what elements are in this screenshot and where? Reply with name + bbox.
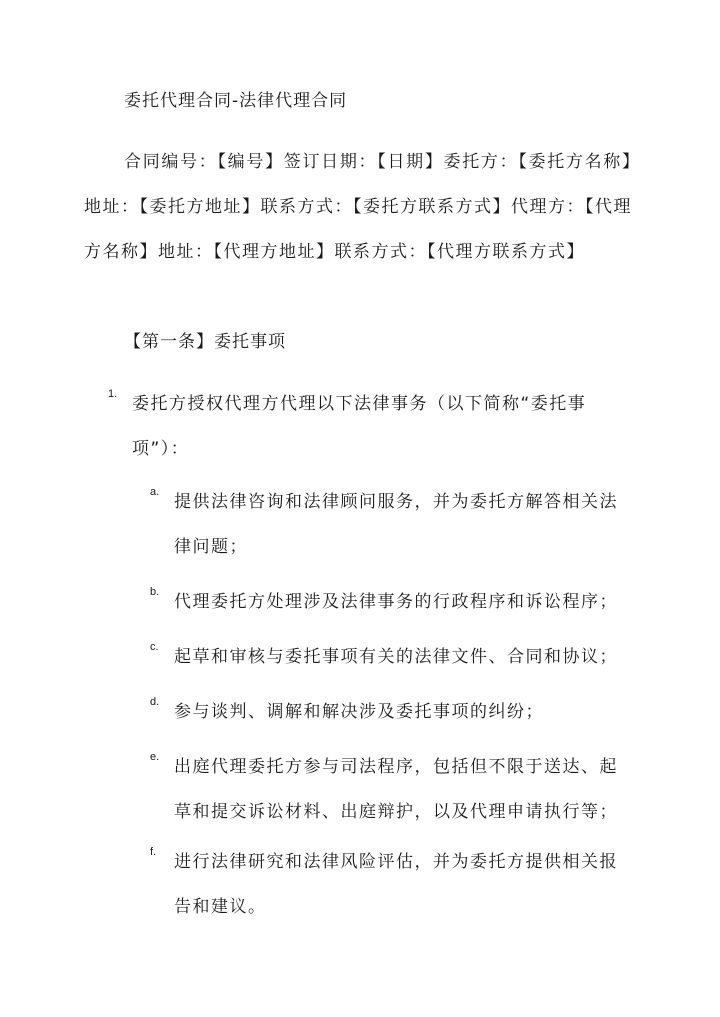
sub-list-item <box>150 635 630 680</box>
numbered-list-item <box>108 382 628 472</box>
section-heading: 【第一条】委托事项 <box>124 332 286 352</box>
sub-list-marker: b. <box>150 586 160 598</box>
contract-intro-paragraph: 合同编号：【编号】签订日期：【日期】委托方：【委托方名称】地址：【委托方地址】联系方式：【委托方联系方式】代理方：【代理方名称】地址：【代理方地址】联系方式：【代理方联系方式】 <box>84 152 632 262</box>
sub-list-item-text: 参与谈判、调解和解决涉及委托事项的纠纷； <box>174 702 544 722</box>
list-marker: 1. <box>108 388 118 400</box>
sub-list-item-text: 进行法律研究和法律风险评估，并为委托方提供相关报告和建议。 <box>174 852 618 917</box>
sub-list-marker: d. <box>150 696 160 708</box>
sub-list-marker: f. <box>150 846 157 858</box>
sub-list-item-text: 代理委托方处理涉及法律事务的行政程序和诉讼程序； <box>174 592 618 612</box>
sub-list-item <box>150 480 630 570</box>
document-title: 委托代理合同-法律代理合同 <box>124 91 348 111</box>
sub-list-marker: c. <box>150 641 159 653</box>
sub-list-marker: a. <box>150 486 160 498</box>
sub-list-item <box>150 580 630 625</box>
sub-list-item <box>150 840 630 930</box>
sub-list-marker: e. <box>150 751 160 763</box>
sub-list-item <box>150 690 630 735</box>
sub-list-item <box>150 745 630 835</box>
sub-list-item-text: 起草和审核与委托事项有关的法律文件、合同和协议； <box>174 647 618 667</box>
sub-list-item-text: 出庭代理委托方参与司法程序，包括但不限于送达、起草和提交诉讼材料、出庭辩护，以及代理申请执行等； <box>174 757 618 822</box>
sub-list-item-text: 提供法律咨询和法律顾问服务，并为委托方解答相关法律问题； <box>174 492 618 557</box>
list-item-text: 委托方授权代理方代理以下法律事务（以下简称“委托事项”）： <box>132 394 587 459</box>
